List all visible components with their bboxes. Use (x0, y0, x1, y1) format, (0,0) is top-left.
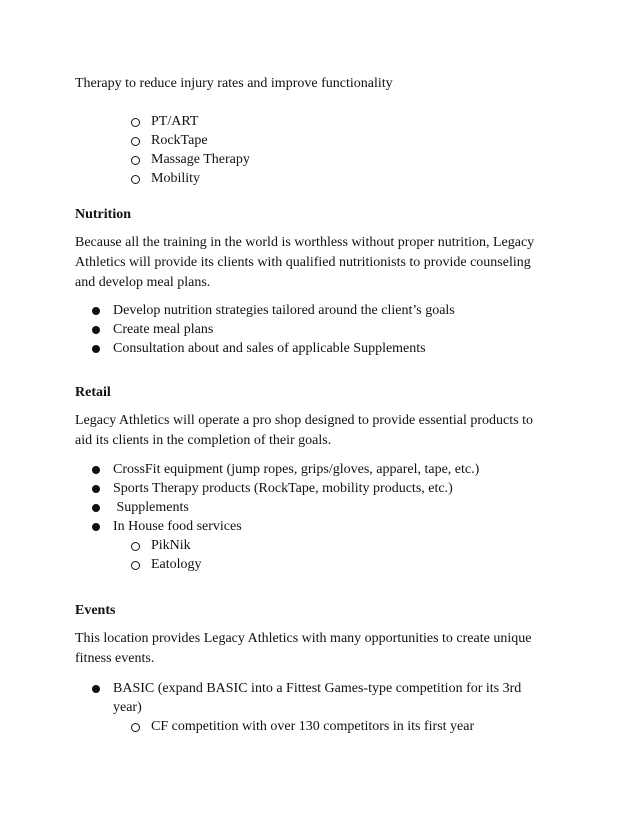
intro-subitem: RockTape (151, 133, 208, 148)
intro-line: Therapy to reduce injury rates and improve functionality (75, 76, 393, 91)
nutrition-paragraph-line: Because all the training in the world is worthless without proper nutrition, Legacy (75, 235, 535, 250)
events-subitem: CF competition with over 130 competitors in its first year (151, 719, 475, 734)
hollow-bullet-icon (131, 156, 140, 165)
nutrition-heading: Nutrition (75, 207, 131, 222)
bullet-icon (92, 504, 100, 512)
retail-heading: Retail (75, 385, 111, 400)
retail-paragraph-line: aid its clients in the completion of their goals. (75, 433, 332, 448)
events-paragraph-line: fitness events. (75, 651, 155, 666)
hollow-bullet-icon (131, 137, 140, 146)
bullet-icon (92, 523, 100, 531)
retail-bullet: Supplements (113, 500, 189, 515)
bullet-icon (92, 485, 100, 493)
intro-subitem: PT/ART (151, 114, 199, 129)
bullet-icon (92, 345, 100, 353)
events-bullet-line: BASIC (expand BASIC into a Fittest Games-type competition for its 3rd (113, 681, 522, 696)
nutrition-bullet: Create meal plans (113, 322, 214, 337)
bullet-icon (92, 307, 100, 315)
hollow-bullet-icon (131, 723, 140, 732)
bullet-icon (92, 466, 100, 474)
events-bullet-line: year) (113, 700, 142, 715)
retail-subitem: Eatology (151, 557, 202, 572)
hollow-bullet-icon (131, 175, 140, 184)
retail-bullet: Sports Therapy products (RockTape, mobility products, etc.) (113, 481, 453, 496)
retail-subitem: PikNik (151, 538, 191, 553)
retail-bullet: In House food services (113, 519, 242, 534)
retail-paragraph-line: Legacy Athletics will operate a pro shop designed to provide essential products to (75, 413, 533, 428)
retail-bullet: CrossFit equipment (jump ropes, grips/gloves, apparel, tape, etc.) (113, 462, 480, 477)
hollow-bullet-icon (131, 542, 140, 551)
hollow-bullet-icon (131, 561, 140, 570)
events-heading: Events (75, 603, 116, 618)
nutrition-paragraph-line: Athletics will provide its clients with qualified nutritionists to provide counseling (75, 255, 531, 270)
nutrition-bullet: Consultation about and sales of applicable Supplements (113, 341, 426, 356)
hollow-bullet-icon (131, 118, 140, 127)
nutrition-bullet: Develop nutrition strategies tailored around the client’s goals (113, 303, 455, 318)
bullet-icon (92, 326, 100, 334)
events-paragraph-line: This location provides Legacy Athletics with many opportunities to create unique (75, 631, 532, 646)
bullet-icon (92, 685, 100, 693)
intro-subitem: Massage Therapy (151, 152, 250, 167)
nutrition-paragraph-line: and develop meal plans. (75, 275, 211, 290)
intro-subitem: Mobility (151, 171, 201, 186)
